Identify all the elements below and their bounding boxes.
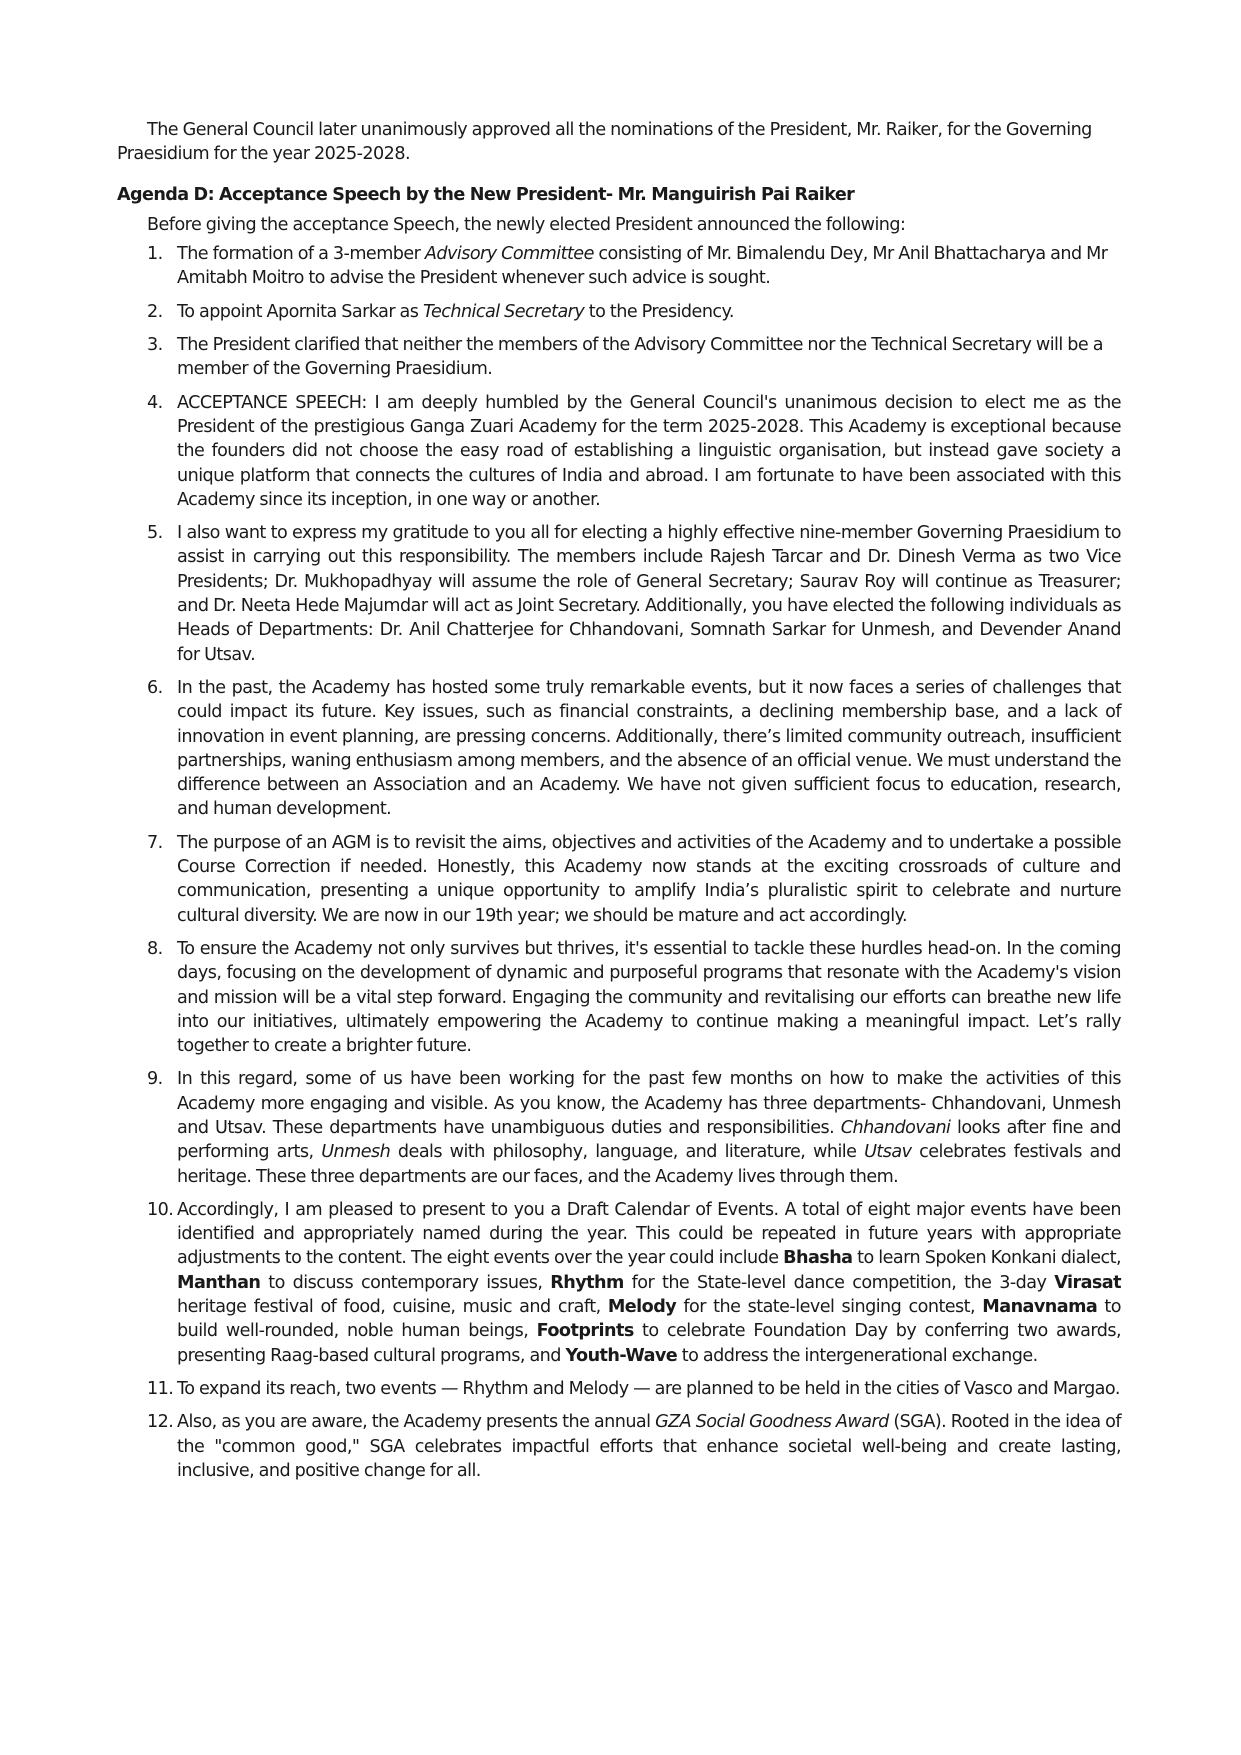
event-name: Bhasha <box>783 1248 853 1269</box>
list-item-number: 1. <box>147 244 163 265</box>
event-name: Manavnama <box>982 1297 1098 1318</box>
list-item <box>117 1198 1121 1368</box>
emphasis-text: Unmesh <box>321 1142 391 1163</box>
list-item-text: to the Presidency. <box>584 301 734 322</box>
list-item <box>117 937 1121 1058</box>
list-item <box>117 1067 1121 1188</box>
list-item-text: looks after fine and performing arts, <box>177 1117 1121 1163</box>
list-item-number: 5. <box>147 523 163 544</box>
list-item-text: The President clarified that neither the members of the Advisory Committee nor the Technical Secretary will be a member of the Governing Praesidium. <box>177 335 1103 380</box>
list-item-text: Accordingly, I am pleased to present to you a Draft Calendar of Events. A total of eight major events have been identified and appropriately named during the year. This could be repeated in future years with appropriate adjustments to the content. The eight events over the year could include <box>177 1199 1121 1269</box>
list-item-text: heritage festival of food, cuisine, music and craft, <box>177 1297 608 1318</box>
list-item-number: 3. <box>147 335 163 356</box>
list-item <box>117 333 1121 382</box>
list-item-text: To expand its reach, two events — Rhythm and Melody — are planned to be held in the cities of Vasco and Margao. <box>177 1378 1120 1399</box>
list-item-number: 2. <box>147 301 163 322</box>
list-item-text: consisting of Mr. Bimalendu Dey, Mr Anil Bhattacharya and Mr Amitabh Moitro to advise the President whenever such advice is sought. <box>177 244 1108 289</box>
emphasis-text: Utsav <box>864 1142 912 1163</box>
list-item-number: 8. <box>147 938 163 959</box>
list-item-number: 12. <box>147 1412 174 1433</box>
list-item-number: 11. <box>147 1378 174 1399</box>
list-item-text: To ensure the Academy not only survives but thrives, it's essential to tackle these hurdles head-on. In the coming days, focusing on the development of dynamic and purposeful programs that resonate with the Academy's vision and mission will be a vital step forward. Engaging the community and revitalising our efforts can breathe new life into our initiatives, ultimately empowering the Academy to continue making a meaningful impact. Let’s rally together to create a brighter future. <box>177 938 1121 1057</box>
event-name: Manthan <box>177 1272 261 1293</box>
lead-text: Before giving the acceptance Speech, the newly elected President announced the following: <box>147 214 906 235</box>
list-item-text: celebrates festivals and heritage. These three departments are our faces, and the Academy lives through them. <box>177 1142 1121 1187</box>
list-item <box>117 1410 1121 1483</box>
list-item-text: ACCEPTANCE SPEECH: I am deeply humbled by the General Council's unanimous decision to elect me as the President of the prestigious Ganga Zuari Academy for the term 2025-2028. This Academy is exceptional because the founders did not choose the easy road of establishing a linguistic organisation, but instead gave society a unique platform that connects the cultures of India and abroad. I am fortunate to have been associated with this Academy since its inception, in one way or another. <box>177 392 1121 510</box>
list-item-text: to build well-rounded, noble human beings, <box>177 1297 1121 1342</box>
emphasis-text: Technical Secretary <box>422 301 585 322</box>
event-name: Footprints <box>536 1321 634 1342</box>
list-item-number: 4. <box>147 392 163 413</box>
list-item-number: 6. <box>147 677 163 698</box>
announcement-list <box>117 242 1121 1483</box>
list-item-text: The formation of a 3-member <box>177 244 425 265</box>
list-item-text: The purpose of an AGM is to revisit the aims, objectives and activities of the Academy and to undertake a possible Course Correction if needed. Honestly, this Academy now stands at the exciting crossroads of culture and communication, presenting a unique opportunity to amplify India’s pluralistic spirit to celebrate and nurture cultural diversity. We are now in our 19th year; we should be mature and act accordingly. <box>177 832 1121 926</box>
list-item-number: 7. <box>147 832 163 853</box>
list-item <box>117 831 1121 928</box>
list-item-text: (SGA). Rooted in the idea of the "common good," SGA celebrates impactful efforts that enhance societal well-being and create lasting, inclusive, and positive change for all. <box>177 1412 1121 1481</box>
emphasis-text: Chhandovani <box>840 1117 951 1138</box>
list-item <box>117 242 1121 291</box>
list-item <box>117 1377 1121 1401</box>
list-item-text: In this regard, some of us have been working for the past few months on how to make the activities of this Academy more engaging and visible. As you know, the Academy has three departments- Chhandovani, Unmesh and Utsav. These departments have unambiguous duties and responsibilities. <box>177 1069 1121 1138</box>
list-item-text: In the past, the Academy has hosted some truly remarkable events, but it now faces a series of challenges that could impact its future. Key issues, such as financial constraints, a declining membership base, and a lack of innovation in event planning, are pressing concerns. Additionally, there’s limited community outreach, insufficient partnerships, waning enthusiasm among members, and the absence of an official venue. We must understand the difference between an Association and an Academy. We have not given sufficient focus to education, research, and human development. <box>177 677 1121 820</box>
list-item-text: for the State-level dance competition, the 3-day <box>623 1272 1055 1293</box>
list-item-text: to address the intergenerational exchange. <box>677 1345 1038 1366</box>
event-name: Youth-Wave <box>565 1345 678 1366</box>
list-item <box>117 521 1121 667</box>
event-name: Melody <box>607 1297 677 1318</box>
agenda-heading: Agenda D: Acceptance Speech by the New President- Mr. Manguirish Pai Raiker <box>117 184 855 205</box>
emphasis-text: Advisory Committee <box>424 244 594 265</box>
list-item-text: to celebrate Foundation Day by conferring two awards, presenting Raag-based cultural programs, and <box>177 1321 1121 1366</box>
list-item <box>117 391 1121 512</box>
list-item-text: To appoint Apornita Sarkar as <box>177 301 423 322</box>
document-page <box>117 118 1121 1492</box>
list-item-number: 9. <box>147 1069 163 1090</box>
event-name: Virasat <box>1054 1272 1121 1293</box>
list-item-text: for the state-level singing contest, <box>676 1297 983 1318</box>
list-item-text: deals with philosophy, language, and literature, while <box>390 1142 865 1163</box>
list-item-text: I also want to express my gratitude to you all for electing a highly effective nine-member Governing Praesidium to assist in carrying out this responsibility. The members include Rajesh Tarcar and Dr. Dinesh Verma as two Vice Presidents; Dr. Mukhopadhyay will assume the role of General Secretary; Saurav Roy will continue as Treasurer; and Dr. Neeta Hede Majumdar will act as Joint Secretary. Additionally, you have elected the following individuals as Heads of Departments: Dr. Anil Chatterjee for Chhandovani, Somnath Sarkar for Unmesh, and Devender Anand for Utsav. <box>177 523 1121 665</box>
list-item-text: to discuss contemporary issues, <box>260 1272 551 1293</box>
event-name: Rhythm <box>550 1272 624 1293</box>
list-item <box>117 300 1121 324</box>
list-item-text: to learn Spoken Konkani dialect, <box>852 1248 1122 1269</box>
list-item-number: 10. <box>147 1199 174 1220</box>
emphasis-text: GZA Social Goodness Award <box>655 1412 889 1433</box>
list-item <box>117 676 1121 822</box>
intro-paragraph: The General Council later unanimously approved all the nominations of the President, Mr. Raiker, for the Governing Praesidium for the year 2025-2028. <box>117 120 1092 165</box>
list-item-text: Also, as you are aware, the Academy presents the annual <box>177 1412 656 1433</box>
